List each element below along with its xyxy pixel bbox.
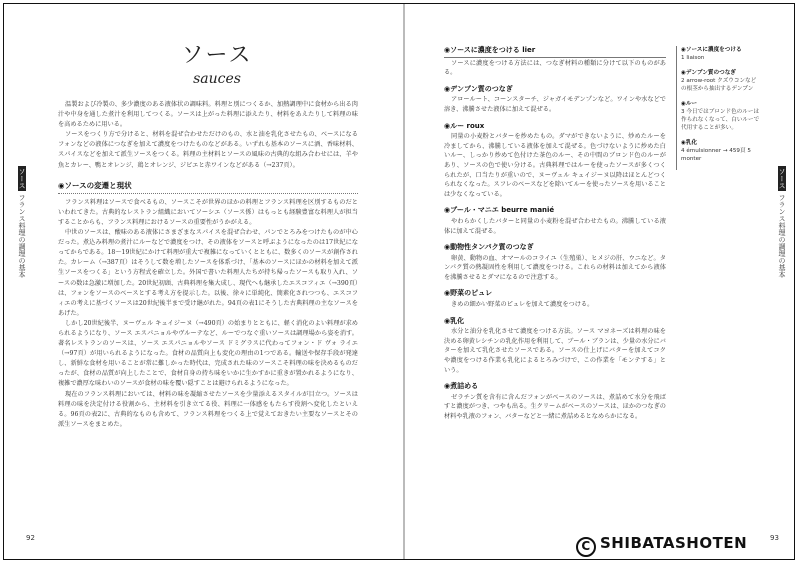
section-heading: ◉ソースの変遷と現状 [58,181,358,194]
roux-item [444,122,666,200]
intro-paragraph: ソースをつくり方で分けると、材料を混ぜ合わせただけのもの、水と油を乳化させたもの、ベースになるフォンなどの液体につなぎを加えて濃度をつけたものなどがある。いずれも基本のソースに酒、香味材料、スパイスなどを加えて派生ソースをつくる。料理の主材料とソースの風味の古典的な組み合わせには、羊や魚とカレー、鴨とオレンジ、鶏とオレンジ、ジビエと赤ワインなどがある（→237頁）。 [58,131,358,169]
item-heading: ◉動物性タンパク質のつなぎ [444,243,534,252]
side-tab-right [772,166,786,278]
page-number-left: 92 [26,534,35,542]
item-body: ソースに濃度をつける方法には、つなぎ材料の種類に分けて以下のものがある。 [444,59,666,77]
side-tab-left [12,166,26,278]
item-body: ゼラチン質を含有に含んだフォンがベースのソースは、煮詰めて水分を飛ばすと濃度がつき、つやも出る。生クリームがベースのソースは、ほかのつなぎの材料や乳液のフォン、バターなどと一緒に煮詰めるとなめらかになる。 [444,393,666,420]
section-paragraph: しかし20世紀後半、ヌーヴェル キュイジーヌ（→490頁）の始まりとともに、軽く消化のよい料理が求められるようになり、ソース エスパニョルやヴルーテなど、ルーでつなぐ重いソースは調理場から姿を消す。著名レストランのソースは、ソース エスパニョルやソース ドミグラスに代わってフォン・ド ヴォ ライエ（→97頁）が用いられるようになった。食材の品質向上も変化の理由の1つである。輸送や保存手段が発達し、新鮮な食材を用いることが常に難しかった時代は、完成された味のソースこそ料理の味を決めるものだったが、食材の品質が向上したことで、食材自身の持ち味をいかに生かすかに重きが置かれるようになり、複雑で濃厚な味わいのソースが食材の味を覆い隠すことは避けられるようになった。 [58,319,358,388]
item-heading: ◉乳化 [444,316,465,325]
note-heading: ◉デンプン質のつなぎ [681,70,736,76]
item-heading: ◉煮詰める [444,382,479,391]
section-paragraph: フランス料理はソースで食べるもの、ソースこそが世界のほかの料理とフランス料理を区別するものだといわれてきた。古典的なレストラン組織においてソーシエ（ソース係）はもっとも経験豊富な料理人が担当することからも、フランス料理におけるソースの重要性がうかがえる。 [58,198,358,226]
item-heading: ◉ルー roux [444,121,485,130]
title-en: sauces [193,71,241,87]
note-body: 2 arrow-root クズウコンなどの根茎から抽出するデンプン [681,78,757,92]
note-body: 3 今日ではブロンド色のルーは作られなくなって、白いルーで代用することが多い。 [681,109,760,131]
note-heading: ◉乳化 [681,140,698,146]
item-body: きめの細かい野菜のピュレを加えて濃度をつける。 [451,301,594,309]
note-body: 1 liaison [681,55,705,61]
page-number-right: 93 [770,534,779,542]
gutter [403,4,405,559]
copyright-icon: C [576,537,596,557]
section-paragraph: 中世のソースは、酸味のある液体にさまざまなスパイスを混ぜ合わせ、パンでとろみをつけたものが中心だった。煮込み料理の煮汁にルーなどで濃度をつけ、その液体をソースと呼ぶようになったのは17世紀になってからである。18〜19世紀にかけて料理が重大で複雑になっていくとともに、数多くのソースが創作された。カレーム（→387頁）はそうして数を増したソースを体系づけ、「基本のソースにほかの材料を加えて派生ソースをつくる」という方程式を確立した。外国で書いた料理人たちが持ち帰ったソースも取り入れ、ソースの数は急激に増加した。20世紀初頭、古典料理を集大成し、現代へも継承したエスコフィエ（→390頁）は、フォンをソースのベースとする考え方を提示した。以後、徐々に単純化、簡素化されつつも、エスコフィエの考えに基づくソースは20世紀後半まで受け継がれた。94頁の表1にそうした古典料理の主なソースをあげた。 [58,229,358,317]
item-body: アロールート、コーンスターチ、ジャガイモデンプンなど。ワインや水などで溶き、沸騰させた液体に加えて混ぜる。 [444,96,666,113]
left-column [58,100,358,430]
item-body: やわらかくしたバターと同量の小麦粉を混ぜ合わせたもの。沸騰している液体に加えて混ぜる。 [444,217,666,235]
item-body: 卵黄、動物の血、オマールのコライユ（生殖巣）、ヒメジの肝、ウニなど。タンパク質の熱凝固性を利用して濃度をつける。これらの材料は加えてから液体を沸騰させるとダマになるので注意する。 [444,254,666,281]
reduction-item [444,382,666,421]
side-tab-right-chapter: フランス料理の調理の基本 [778,194,786,278]
item-heading: ◉ブール・マニエ beurre manié [444,206,555,215]
side-tab-left-label: ソース [18,168,26,189]
note-heading: ◉ルー [681,101,698,107]
emulsion-item [444,317,666,376]
right-column [444,46,666,429]
note [681,46,761,62]
item-body: 同量の小麦粉とバターを炒めたもの。ダマができないように、炒めたルーを冷ましてから、沸騰している液体を加えて混ぜる。色づけないように炒めた白いルー、しっかり炒めて色付けた茶色のルー、その中間のブロンド色のルーがあり、ソースの色で使い分ける。古典料理ではルーを使ったソースが多くつくられたが、口当たりが重いので、ヌーヴェル キュイジーヌ以降はほとんどつくられなくなった。スフレのベースなどを除いてルーを使ったソースを用いることは少なくなっている。 [444,133,666,198]
starch-item [444,85,666,115]
item-body: 水分と油分を乳化させて濃度をつける方法。ソース マヨネーズは料理の味を決める卵黄レシチンの乳化作用を利用して、ブール・ブランは、少量の水分にバターを加えて乳化させたソースである。ソースの仕上げにバターを加えてコクや濃度をつける作業も乳化によるとろみづけで、この作業を「モンテする」という。 [444,328,666,374]
page-title [162,38,272,87]
note [681,69,761,93]
side-tab-right-label: ソース [778,168,786,189]
thickening-intro [444,46,666,78]
side-tab-left-chapter: フランス料理の調理の基本 [18,194,26,278]
copyright-text: SHIBATASHOTEN [600,534,748,552]
puree-item [444,289,666,309]
copyright-watermark [576,534,747,557]
margin-notes [676,46,761,170]
note-heading: ◉ソースに濃度をつける [681,47,742,53]
note [681,139,761,163]
item-heading: ◉デンプン質のつなぎ [444,84,513,93]
intro-paragraph: 温製および冷製の、多少濃度のある液体状の調味料。料理と別につくるか、加熱調理中に食材から出る肉汁や中身を通した煮汁を利用してつくる。ソースは上がった料理に添えたり、材料をあえたりして料理の味を高めるために用いる。 [58,101,358,129]
note-body: 4 émulsionner → 459頁 5 monter [681,148,751,162]
item-heading: ◉野菜のピュレ [444,289,493,298]
section-paragraph: 現在のフランス料理においては、材料の味を凝縮させたソースを少量添えるスタイルが目立つ。ソースは料理の味を決定付ける役割から、主材料を引き立てる役、料理に一体感をもたらす役割へ変化したといえる。96頁の表2に、古典的なものも含めて、フランス料理をつくる上で覚えておきたい主要なソースとその派生ソースをまとめた。 [58,390,358,428]
title-ja: ソース [181,43,253,68]
book-spread [4,4,794,559]
beurre-manie-item [444,206,666,236]
note [681,100,761,132]
protein-item [444,243,666,282]
item-heading: ◉ソースに濃度をつける lier [444,46,666,58]
